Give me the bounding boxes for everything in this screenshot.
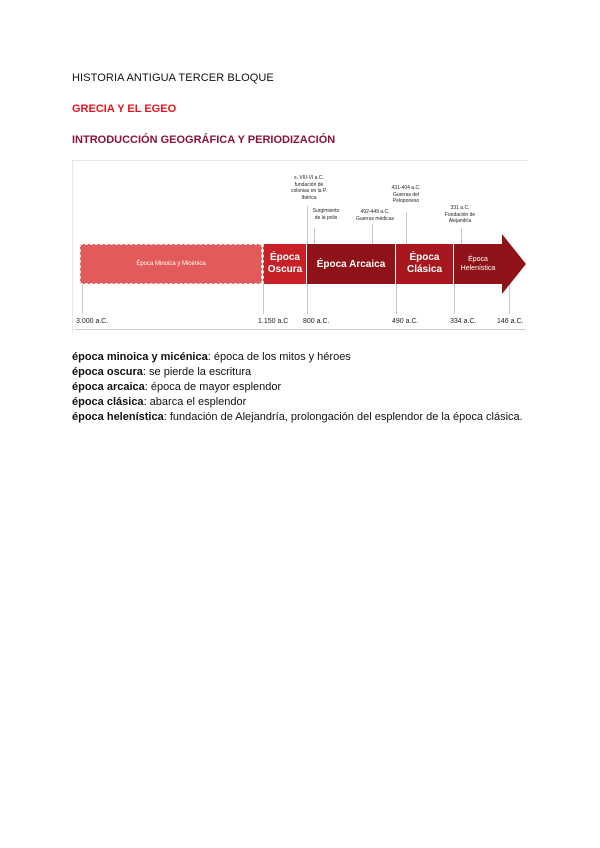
date-line-1150 xyxy=(263,284,264,314)
definition-text: : abarca el esplendor xyxy=(143,396,247,408)
definition-term: época oscura xyxy=(72,366,143,378)
event-guerras-peloponeso xyxy=(384,185,428,205)
period-clasica xyxy=(396,244,453,284)
event-line-peloponeso xyxy=(406,212,407,244)
date-label-3000: 3.000 a.C. xyxy=(76,318,109,325)
event-colonias-line4: Ibérica xyxy=(301,194,317,201)
date-label-1150: 1.150 a.C xyxy=(258,318,289,325)
subsection-heading-geography: INTRODUCCIÓN GEOGRÁFICA Y PERIODIZACIÓN xyxy=(72,134,336,146)
date-line-3000 xyxy=(82,284,83,314)
period-oscura xyxy=(263,244,306,284)
period-arcaica xyxy=(307,244,395,284)
period-arcaica-label: Época Arcaica xyxy=(316,258,386,270)
definition-term: época clásica xyxy=(72,396,144,408)
event-peloponeso-line2: Guerras del xyxy=(392,191,420,198)
period-oscura-label-line2: Oscura xyxy=(267,264,303,275)
definition-term: época arcaica xyxy=(72,381,145,393)
date-label-800: 800 a.C. xyxy=(303,318,330,325)
event-line-medicas xyxy=(372,224,373,244)
event-line-polis xyxy=(314,228,315,244)
period-minoica-micenica xyxy=(80,244,262,284)
event-alejandria-line3: Alejandría xyxy=(448,218,472,224)
event-colonias-line2: fundación de xyxy=(294,181,324,188)
definition-text: : época de mayor esplendor xyxy=(144,381,282,393)
event-medicas-line2: Guerras médicas xyxy=(355,215,395,222)
date-label-146: 146 a.C. xyxy=(497,318,524,325)
event-medicas-line1: 492-449 a.C. xyxy=(360,209,390,215)
period-clasica-label-line2: Clásica xyxy=(406,264,443,275)
event-polis xyxy=(306,208,346,221)
date-line-334 xyxy=(454,284,455,314)
definition-text: : época de los mitos y héroes xyxy=(207,351,351,363)
date-label-334: 334 a.C. xyxy=(450,318,477,325)
event-polis-line2: de la polis xyxy=(314,214,338,221)
event-polis-line1: Surgimiento xyxy=(312,208,340,214)
definition-item xyxy=(72,350,523,365)
event-colonias-line3: colonias en la P. xyxy=(290,188,328,194)
period-definitions xyxy=(72,350,523,425)
event-peloponeso-line1: 431-404 a.C. xyxy=(391,185,421,191)
document-title: HISTORIA ANTIGUA TERCER BLOQUE xyxy=(72,72,274,84)
event-alejandria-line2: Fundación de xyxy=(444,211,476,218)
definition-text: : fundación de Alejandría, prolongación del esplendor de la época clásica. xyxy=(163,411,523,423)
event-fundacion-alejandria xyxy=(438,205,482,225)
timeline-figure xyxy=(72,160,528,332)
period-oscura-label-line1: Época xyxy=(269,252,300,263)
date-line-490 xyxy=(396,284,397,314)
event-alejandria-line1: 331 a.C. xyxy=(450,205,470,211)
period-minoica-label: Época Minoica y Micénica xyxy=(136,261,206,267)
date-label-490: 490 a.C. xyxy=(392,318,419,325)
event-peloponeso-line3: Peloponeso xyxy=(392,198,420,204)
period-helenistica xyxy=(454,244,502,284)
event-colonias-line1: s. VIII-VI a.C. xyxy=(294,175,324,181)
definition-item xyxy=(72,395,523,410)
definition-text: : se pierde la escritura xyxy=(142,366,252,378)
event-line-alejandria xyxy=(461,228,462,244)
period-helenistica-label-line2: Helenística xyxy=(460,265,496,272)
period-helenistica-label-line1: Época xyxy=(468,256,488,263)
definition-item xyxy=(72,410,523,425)
period-clasica-label-line1: Época xyxy=(409,252,440,263)
definition-term: época minoica y micénica xyxy=(72,351,208,363)
date-line-800 xyxy=(307,284,308,314)
definition-item xyxy=(72,380,523,395)
timeline-baseline xyxy=(74,329,526,330)
event-guerras-medicas xyxy=(350,209,400,222)
event-colonias xyxy=(284,175,334,201)
definition-item xyxy=(72,365,523,380)
timeline-arrow-head xyxy=(502,234,526,294)
definition-term: época helenística xyxy=(72,411,164,423)
section-heading-greece: GRECIA Y EL EGEO xyxy=(72,103,177,115)
